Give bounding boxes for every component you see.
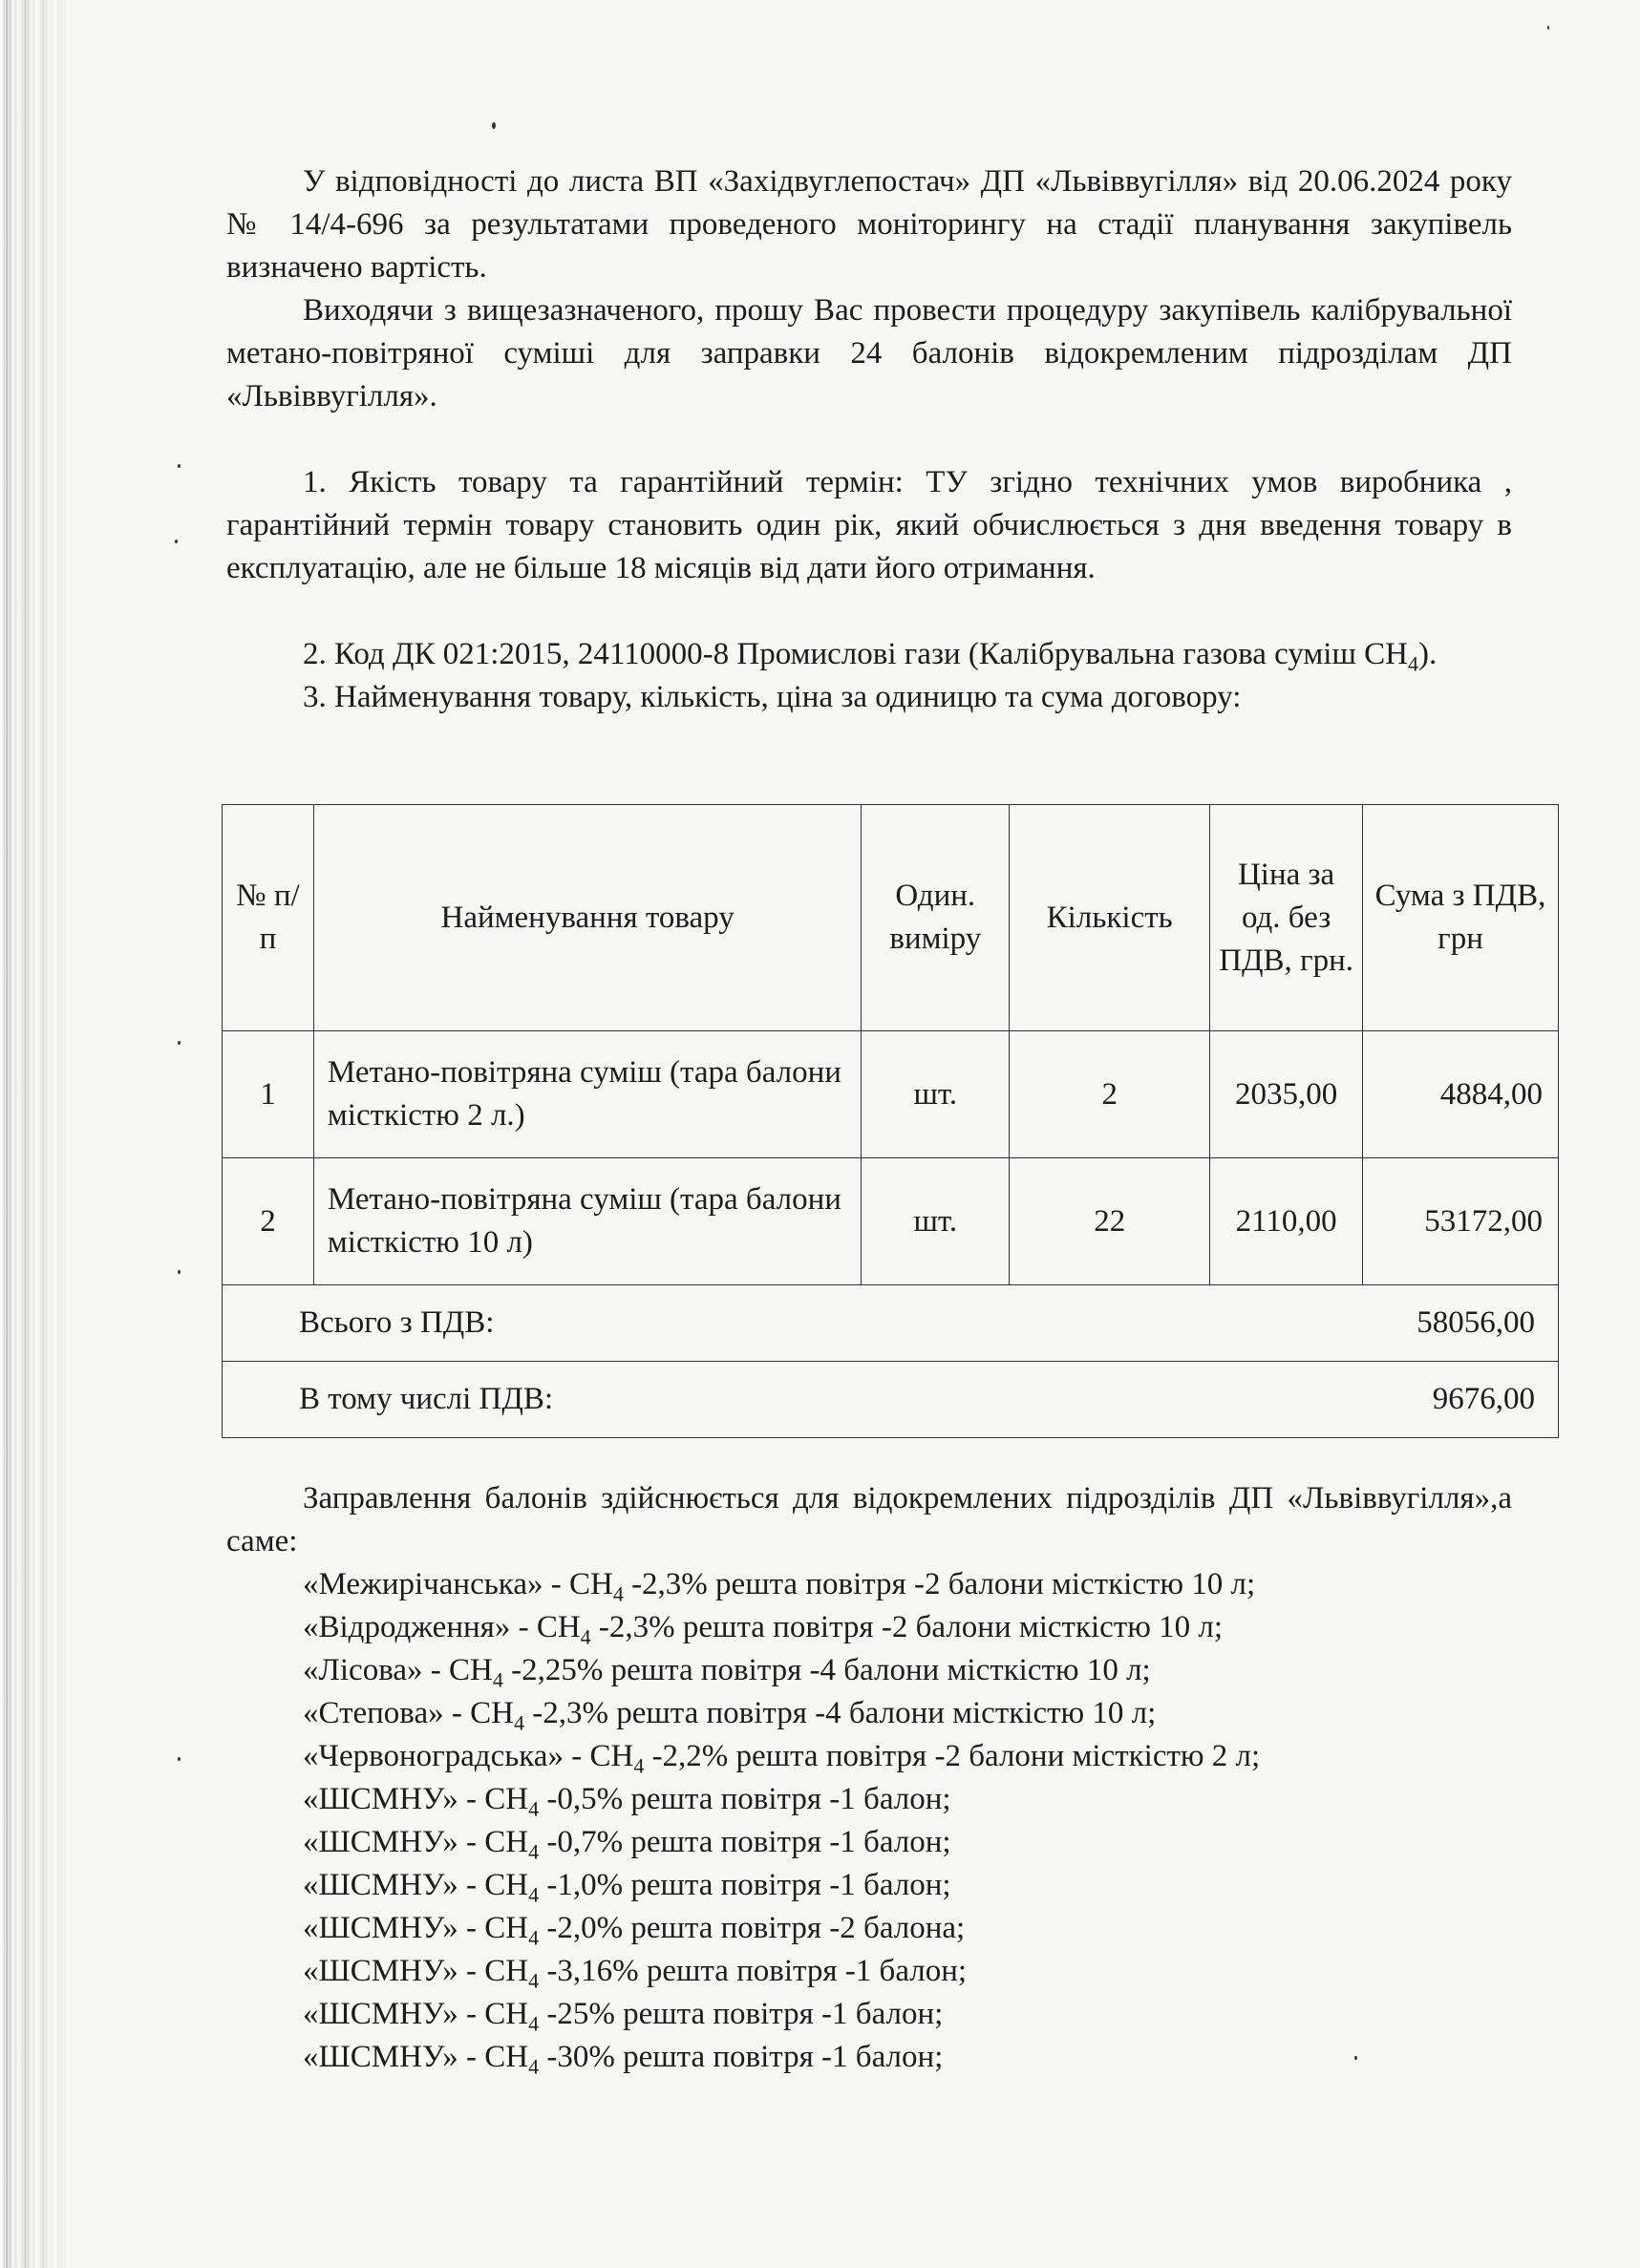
gas-formula: СН [484, 1868, 529, 1902]
gas-formula: СН [484, 1954, 529, 1988]
refill-unit-name: «ШСМНУ» [303, 1911, 458, 1945]
gas-subscript: 4 [528, 1882, 540, 1907]
header-num: № п/ п [223, 805, 314, 1031]
methane-percent: -2,3% [532, 1696, 608, 1730]
refill-details: решта повітря -2 балона; [630, 1911, 966, 1945]
row-qty: 22 [1010, 1158, 1210, 1285]
methane-percent: -2,25% [511, 1653, 604, 1687]
gas-subscript: 4 [513, 1710, 524, 1735]
list-item: «ШСМНУ» - $СН_4$ -2,0% решта повітря -2 балона; [303, 1911, 966, 1950]
refill-details: решта повітря -1 балон; [630, 1868, 951, 1902]
gas-subscript: 4 [528, 1968, 540, 1993]
total-label: Всього з ПДВ: [299, 1305, 495, 1340]
section-3-title: 3. Найменування товару, кількість, ціна за одиницю та сума договору: [303, 680, 1242, 714]
header-qty: Кількість [1010, 805, 1210, 1031]
gas-subscript: 4 [528, 1796, 540, 1821]
header-name: Найменування товару [313, 805, 861, 1031]
total-value: 58056,00 [1416, 1305, 1535, 1340]
refill-details: решта повітря -4 балони місткістю 10 л; [610, 1653, 1151, 1687]
refill-details: решта повітря -2 балони місткістю 10 л; [682, 1610, 1224, 1644]
scan-edge-artifact [0, 0, 75, 2268]
refill-details: решта повітря -1 балон; [623, 2040, 944, 2074]
scan-speck [1354, 2056, 1357, 2060]
row-num: 1 [223, 1031, 314, 1158]
methane-percent: -2,0% [546, 1911, 624, 1945]
section-2-subscript: 4 [1407, 651, 1418, 676]
refill-unit-name: «ШСМНУ» [303, 1868, 458, 1902]
refill-unit-name: «Червоноградська» [303, 1739, 564, 1773]
gas-subscript: 4 [528, 1839, 540, 1864]
gas-formula: СН [449, 1653, 493, 1687]
refill-unit-name: «ШСМНУ» [303, 1782, 458, 1816]
gas-subscript: 4 [612, 1581, 624, 1606]
header-unit: Один. виміру [862, 805, 1010, 1031]
table-total-row [223, 1285, 1559, 1362]
methane-percent: -0,5% [546, 1782, 624, 1816]
refill-details: решта повітря -2 балони місткістю 2 л; [735, 1739, 1261, 1773]
methane-percent: -30% [546, 2040, 615, 2074]
gas-subscript: 4 [580, 1624, 591, 1649]
refill-unit-name: «ШСМНУ» [303, 1997, 458, 2031]
list-item: «Межирічанська» - $СН_4$ -2,3% решта повітря -2 балони місткістю 10 л; [303, 1567, 1256, 1606]
table-header-row [223, 805, 1559, 1031]
refill-unit-name: «Лісова» [303, 1653, 423, 1687]
list-item: «ШСМНУ» - $СН_4$ -25% решта повітря -1 балон; [303, 1997, 944, 2036]
gas-formula: СН [484, 1911, 529, 1945]
gas-formula: СН [484, 1825, 529, 1859]
row-name: Метано-повітряна суміш (тара балони місткістю 10 л) [313, 1158, 861, 1285]
refill-details: решта повітря -2 балони місткістю 10 л; [715, 1567, 1256, 1601]
methane-percent: -2,2% [651, 1739, 729, 1773]
header-sum: Сума з ПДВ, грн [1363, 805, 1559, 1031]
gas-subscript: 4 [528, 2011, 540, 2036]
methane-percent: -3,16% [546, 1954, 639, 1988]
row-sum: 53172,00 [1363, 1158, 1559, 1285]
table-row [223, 1158, 1559, 1285]
list-item: «Червоноградська» - $СН_4$ -2,2% решта повітря -2 балони місткістю 2 л; [303, 1739, 1261, 1778]
refill-unit-name: «ШСМНУ» [303, 2040, 458, 2074]
refill-unit-name: «ШСМНУ» [303, 1825, 458, 1859]
refill-intro: Заправлення балонів здійснюється для відокремлених підрозділів ДП «Львіввугілля»,а саме: [226, 1481, 1512, 1558]
scan-speck [1547, 26, 1549, 30]
refill-details: решта повітря -4 балони місткістю 10 л; [616, 1696, 1157, 1730]
row-qty: 2 [1010, 1031, 1210, 1158]
refill-unit-name: «Відродження» [303, 1610, 511, 1644]
methane-percent: -2,3% [598, 1610, 675, 1644]
refill-list [226, 1563, 1512, 2079]
list-item: «ШСМНУ» - $СН_4$ -0,7% решта повітря -1 балон; [303, 1825, 951, 1864]
row-unit: шт. [862, 1158, 1010, 1285]
row-num: 2 [223, 1158, 314, 1285]
list-item: «Лісова» - $СН_4$ -2,25% решта повітря -4 балони місткістю 10 л; [303, 1653, 1151, 1692]
methane-percent: -0,7% [546, 1825, 624, 1859]
list-item: «ШСМНУ» - $СН_4$ -0,5% решта повітря -1 балон; [303, 1782, 951, 1821]
scan-speck [178, 1041, 181, 1045]
row-price: 2035,00 [1210, 1031, 1363, 1158]
gas-formula: СН [484, 2040, 529, 2074]
vat-label: В тому числі ПДВ: [299, 1382, 554, 1416]
gas-formula: СН [568, 1567, 613, 1601]
refill-details: решта повітря -1 балон; [623, 1997, 944, 2031]
vat-value: 9676,00 [1432, 1382, 1535, 1416]
list-item: «ШСМНУ» - $СН_4$ -3,16% решта повітря -1 балон; [303, 1954, 968, 1993]
table-row [223, 1031, 1559, 1158]
section-2-text: 2. Код ДК 021:2015, 24110000-8 Промислові гази (Калібрувальна газова суміш СН [303, 637, 1408, 671]
row-price: 2110,00 [1210, 1158, 1363, 1285]
gas-subscript: 4 [528, 1925, 540, 1950]
methane-percent: -2,3% [631, 1567, 708, 1601]
refill-unit-name: «ШСМНУ» [303, 1954, 458, 1988]
row-sum: 4884,00 [1363, 1031, 1559, 1158]
goods-table [222, 804, 1559, 1438]
intro-paragraph-1: У відповідності до листа ВП «Західвуглепостач» ДП «Львіввугілля» від 20.06.2024 року № 14/4-696 за результатами проведеного моніторингу на стадії планування закупівель визначено вартість. [226, 164, 1512, 285]
scan-speck [178, 464, 181, 468]
list-item: «ШСМНУ» - $СН_4$ -1,0% решта повітря -1 балон; [303, 1868, 951, 1907]
list-item: «Степова» - $СН_4$ -2,3% решта повітря -4 балони місткістю 10 л; [303, 1696, 1157, 1735]
refill-unit-name: «Межирічанська» [303, 1567, 543, 1601]
gas-formula: СН [484, 1997, 529, 2031]
document-body [226, 160, 1512, 719]
section-2-tail: ). [1417, 637, 1438, 671]
refill-section [226, 1477, 1512, 2079]
methane-percent: -1,0% [546, 1868, 624, 1902]
gas-subscript: 4 [633, 1753, 645, 1778]
refill-details: решта повітря -1 балон; [630, 1782, 951, 1816]
refill-unit-name: «Степова» [303, 1696, 444, 1730]
scan-speck [492, 122, 496, 129]
header-price: Ціна за од. без ПДВ, грн. [1210, 805, 1363, 1031]
methane-percent: -25% [546, 1997, 615, 2031]
row-unit: шт. [862, 1031, 1010, 1158]
refill-details: решта повітря -1 балон; [630, 1825, 951, 1859]
scan-speck [178, 1270, 181, 1274]
scan-speck [175, 540, 178, 543]
list-item: «Відродження» - $СН_4$ -2,3% решта повітря -2 балони місткістю 10 л; [303, 1610, 1224, 1649]
scan-speck [178, 1757, 181, 1761]
refill-details: решта повітря -1 балон; [646, 1954, 968, 1988]
gas-formula: СН [589, 1739, 634, 1773]
list-item: «ШСМНУ» - $СН_4$ -30% решта повітря -1 балон; [303, 2040, 944, 2079]
gas-formula: СН [470, 1696, 514, 1730]
gas-subscript: 4 [492, 1667, 503, 1692]
section-2-code [226, 633, 1512, 676]
intro-paragraph-2: Виходячи з вищезазначеного, прошу Вас провести процедуру закупівель калібрувальної метано-повітряної суміші для заправки 24 балонів відокремленим підрозділам ДП «Львіввугілля». [226, 293, 1512, 413]
row-name: Метано-повітряна суміш (тара балони місткістю 2 л.) [313, 1031, 861, 1158]
table-vat-row [223, 1362, 1559, 1438]
gas-subscript: 4 [528, 2054, 540, 2079]
gas-formula: СН [536, 1610, 581, 1644]
gas-formula: СН [484, 1782, 529, 1816]
section-1-quality: 1. Якість товару та гарантійний термін: ТУ згідно технічних умов виробника , гарантійний термін товару становить один рік, який обчислюється з дня введення товару в експлуатацію, але не більше 18 місяців від дати його отримання. [226, 465, 1512, 585]
